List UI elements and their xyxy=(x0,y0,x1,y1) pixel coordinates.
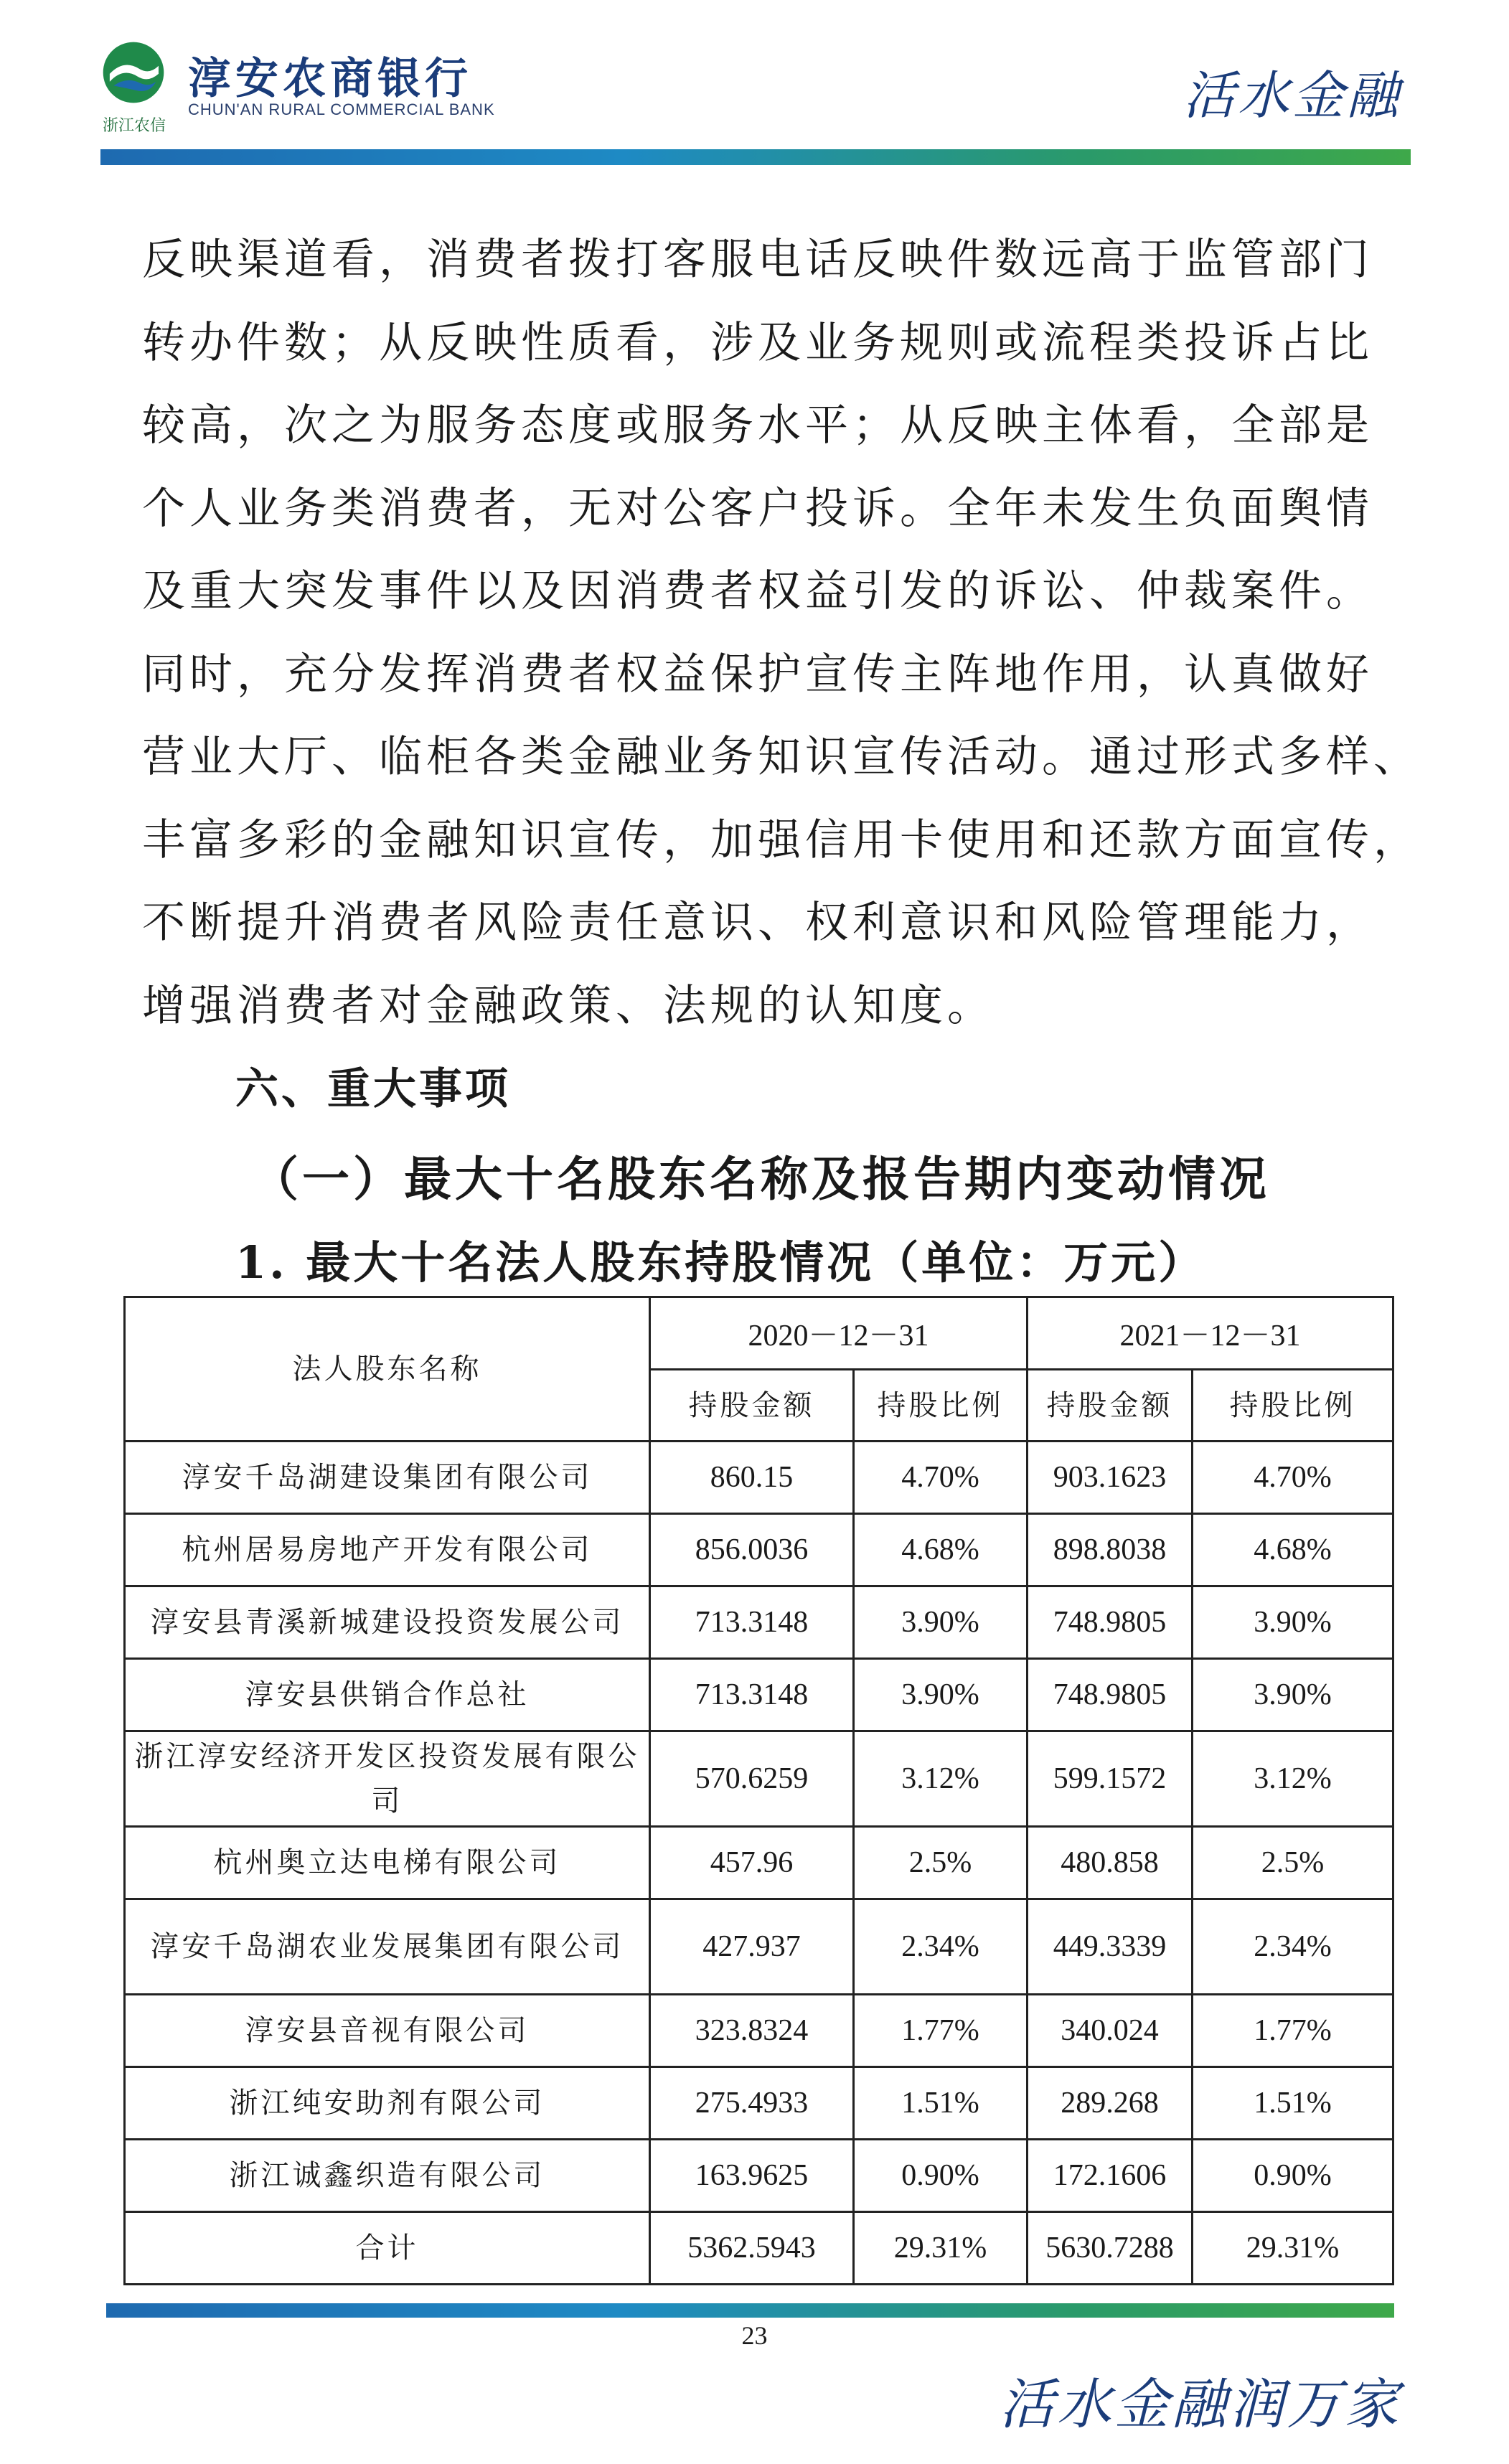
ratio-2020: 1.51% xyxy=(854,2067,1028,2140)
amount-2020: 713.3148 xyxy=(650,1586,854,1659)
amount-2021: 289.268 xyxy=(1028,2067,1193,2140)
col-header-name: 法人股东名称 xyxy=(125,1297,650,1442)
paragraph-line: 增强消费者对金融政策、法规的认知度。 xyxy=(142,980,995,1031)
shareholder-name: 杭州奥立达电梯有限公司 xyxy=(125,1827,650,1899)
ratio-2020: 2.34% xyxy=(854,1899,1028,1995)
subsection-heading: （一）最大十名股东名称及报告期内变动情况 xyxy=(251,1151,1270,1207)
amount-2021: 172.1606 xyxy=(1028,2140,1193,2212)
paragraph-line: 较高，次之为服务态度或服务水平；从反映主体看，全部是 xyxy=(142,400,1373,451)
table-row xyxy=(125,2140,1393,2212)
amount-2021: 903.1623 xyxy=(1028,1442,1193,1514)
col-header-amount: 持股金额 xyxy=(650,1370,854,1442)
table-row xyxy=(125,1442,1393,1514)
ratio-2021: 4.70% xyxy=(1193,1442,1393,1514)
shareholder-table xyxy=(123,1296,1394,2285)
shareholder-name: 浙江纯安助剂有限公司 xyxy=(125,2067,650,2140)
ratio-2021: 2.5% xyxy=(1193,1827,1393,1899)
amount-2021: 748.9805 xyxy=(1028,1659,1193,1731)
amount-2021: 748.9805 xyxy=(1028,1586,1193,1659)
table-title: 1. 最大十名法人股东持股情况（单位：万元） xyxy=(235,1236,1206,1289)
amount-2021: 340.024 xyxy=(1028,1995,1193,2067)
paragraph-line: 丰富多彩的金融知识宣传，加强信用卡使用和还款方面宣传， xyxy=(142,814,1421,865)
ratio-2020: 0.90% xyxy=(854,2140,1028,2212)
amount-2020: 163.9625 xyxy=(650,2140,854,2212)
paragraph-line: 反映渠道看，消费者拨打客服电话反映件数远高于监管部门 xyxy=(142,235,1373,285)
table-row xyxy=(125,1899,1393,1995)
ratio-2021: 2.34% xyxy=(1193,1899,1393,1995)
table-row xyxy=(125,1586,1393,1659)
total-ratio-2020: 29.31% xyxy=(854,2212,1028,2285)
bank-name-english: CHUN'AN RURAL COMMERCIAL BANK xyxy=(188,100,495,118)
total-amount-2021: 5630.7288 xyxy=(1028,2212,1193,2285)
amount-2021: 480.858 xyxy=(1028,1827,1193,1899)
amount-2020: 323.8324 xyxy=(650,1995,854,2067)
shareholder-name: 淳安县音视有限公司 xyxy=(125,1995,650,2067)
bank-name: 淳安农商银行 xyxy=(188,54,472,104)
ratio-2020: 4.68% xyxy=(854,1514,1028,1586)
col-header-period-2020: 2020－12－31 xyxy=(650,1297,1028,1370)
amount-2020: 860.15 xyxy=(650,1442,854,1514)
logo-subtitle: 浙江农信 xyxy=(102,117,166,135)
paragraph-line: 及重大突发事件以及因消费者权益引发的诉讼、仲裁案件。 xyxy=(142,566,1373,616)
table-total-row xyxy=(125,2212,1393,2285)
amount-2020: 275.4933 xyxy=(650,2067,854,2140)
paragraph-line: 个人业务类消费者，无对公客户投诉。全年未发生负面舆情 xyxy=(142,483,1373,534)
section-heading: 六、重大事项 xyxy=(235,1064,511,1114)
ratio-2020: 3.90% xyxy=(854,1586,1028,1659)
paragraph-line: 不断提升消费者风险责任意识、权利意识和风险管理能力， xyxy=(142,898,1373,948)
ratio-2021: 3.90% xyxy=(1193,1586,1393,1659)
table-row xyxy=(125,1659,1393,1731)
shareholder-name: 淳安县青溪新城建设投资发展公司 xyxy=(125,1586,650,1659)
ratio-2021: 4.68% xyxy=(1193,1514,1393,1586)
table-row xyxy=(125,1731,1393,1827)
amount-2020: 427.937 xyxy=(650,1899,854,1995)
ratio-2021: 3.90% xyxy=(1193,1659,1393,1731)
table-header-row xyxy=(125,1297,1393,1370)
total-amount-2020: 5362.5943 xyxy=(650,2212,854,2285)
table-row xyxy=(125,1514,1393,1586)
ratio-2021: 0.90% xyxy=(1193,2140,1393,2212)
shareholder-name: 浙江诚鑫织造有限公司 xyxy=(125,2140,650,2212)
page-header xyxy=(0,0,1509,172)
total-label: 合计 xyxy=(125,2212,650,2285)
amount-2021: 449.3339 xyxy=(1028,1899,1193,1995)
shareholder-name: 淳安千岛湖农业发展集团有限公司 xyxy=(125,1899,650,1995)
col-header-period-2021: 2021－12－31 xyxy=(1028,1297,1393,1370)
ratio-2020: 3.90% xyxy=(854,1659,1028,1731)
table-row xyxy=(125,1827,1393,1899)
paragraph-line: 同时，充分发挥消费者权益保护宣传主阵地作用，认真做好 xyxy=(142,649,1373,700)
shareholder-name: 淳安千岛湖建设集团有限公司 xyxy=(125,1442,650,1514)
col-header-ratio: 持股比例 xyxy=(854,1370,1028,1442)
shareholder-name: 浙江淳安经济开发区投资发展有限公司 xyxy=(125,1731,650,1827)
amount-2020: 570.6259 xyxy=(650,1731,854,1827)
ratio-2021: 3.12% xyxy=(1193,1731,1393,1827)
header-slogan: 活水金融 xyxy=(1183,65,1401,126)
paragraph-line: 营业大厅、临柜各类金融业务知识宣传活动。通过形式多样、 xyxy=(142,732,1421,782)
ratio-2020: 3.12% xyxy=(854,1731,1028,1827)
amount-2021: 599.1572 xyxy=(1028,1731,1193,1827)
amount-2020: 713.3148 xyxy=(650,1659,854,1731)
paragraph-line: 转办件数；从反映性质看，涉及业务规则或流程类投诉占比 xyxy=(142,317,1373,368)
table-row xyxy=(125,1995,1393,2067)
amount-2020: 457.96 xyxy=(650,1827,854,1899)
col-header-amount: 持股金额 xyxy=(1028,1370,1193,1442)
ratio-2020: 4.70% xyxy=(854,1442,1028,1514)
header-divider xyxy=(100,149,1411,165)
col-header-ratio: 持股比例 xyxy=(1193,1370,1393,1442)
ratio-2021: 1.77% xyxy=(1193,1995,1393,2067)
footer-slogan: 活水金融润万家 xyxy=(1000,2372,1401,2436)
amount-2020: 856.0036 xyxy=(650,1514,854,1586)
footer-divider xyxy=(106,2303,1394,2318)
shareholder-name: 淳安县供销合作总社 xyxy=(125,1659,650,1731)
ratio-2020: 2.5% xyxy=(854,1827,1028,1899)
body-paragraph xyxy=(142,219,1421,1048)
bank-logo-icon xyxy=(100,39,166,105)
page-number: 23 xyxy=(741,2321,768,2350)
total-ratio-2021: 29.31% xyxy=(1193,2212,1393,2285)
shareholder-name: 杭州居易房地产开发有限公司 xyxy=(125,1514,650,1586)
table-row xyxy=(125,2067,1393,2140)
ratio-2021: 1.51% xyxy=(1193,2067,1393,2140)
amount-2021: 898.8038 xyxy=(1028,1514,1193,1586)
ratio-2020: 1.77% xyxy=(854,1995,1028,2067)
